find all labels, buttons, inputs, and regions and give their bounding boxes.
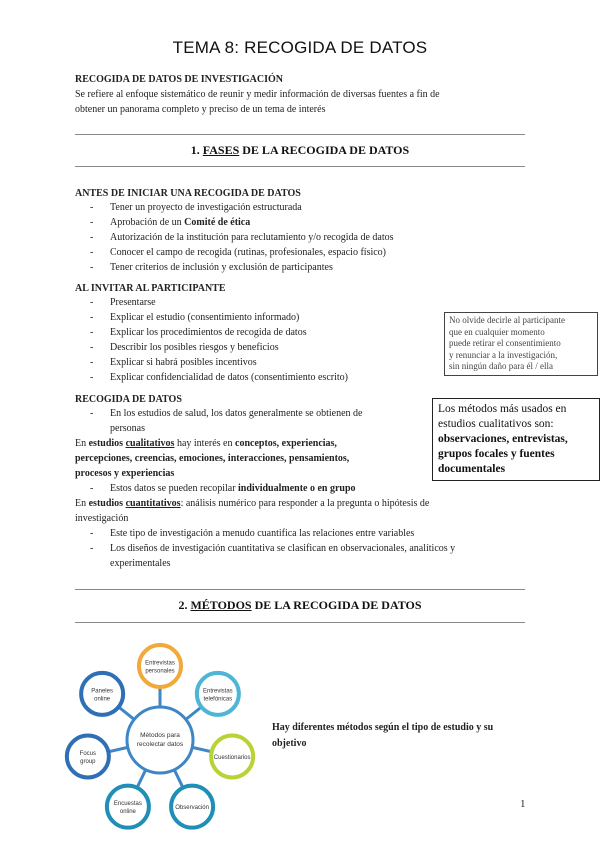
diagram-node-label: online [94, 696, 111, 703]
invitar-list [90, 295, 348, 385]
diagram-caption [272, 720, 493, 752]
note-line: y renunciar a la investigación, [449, 349, 558, 360]
section-2-heading [0, 598, 600, 613]
center-circle [127, 707, 193, 773]
caption-line-1: Hay diferentes métodos según el tipo de estudio y su [272, 722, 494, 733]
section-1-heading [0, 143, 600, 158]
diagram-center-node [127, 707, 193, 773]
reminder-note-box [444, 312, 598, 376]
list-item: - Autorización de la institución para reclutamiento y/o recogida de datos [90, 230, 394, 245]
section-1-rest: DE LA RECOGIDA DE DATOS [242, 143, 410, 157]
list-item: - En los estudios de salud, los datos generalmente se obtienen de personas [90, 406, 420, 436]
intro-heading: RECOGIDA DE DATOS DE INVESTIGACIÓN [75, 74, 284, 85]
antes-list [90, 200, 394, 275]
note-line: No olvide decirle al participante [449, 315, 565, 325]
diagram-node-label: Observación [175, 805, 209, 812]
page-number: 1 [520, 798, 526, 810]
diagram-node-label: Focus [79, 750, 97, 757]
intro-line-1: Se refiere al enfoque sistemático de reunir y medir información de diversas fuentes a fin de [75, 89, 440, 100]
cuantitativos-paragraph: En estudios cuantitativos: análisis numérico para responder a la pregunta o hipótesis de investigación [75, 498, 430, 524]
list-item: - Los diseños de investigación cuantitativa se clasifican en observacionales, analíticos y experimentales [90, 541, 530, 571]
diagram-node-label: personales [145, 668, 175, 675]
diagram-node-label: Entrevistas [203, 688, 233, 695]
methods-line: Los métodos más usados en [438, 403, 567, 415]
section-1-keyword: FASES [202, 143, 240, 157]
diagram-node-label: group [80, 758, 96, 765]
cuantitativos-list [90, 526, 530, 571]
methods-diagram [55, 640, 265, 840]
methods-line-bold: grupos focales y fuentes [438, 448, 555, 460]
list-item: - Explicar el estudio (consentimiento informado) [90, 310, 348, 325]
list-item: - Describir los posibles riesgos y beneficios [90, 340, 348, 355]
divider [75, 622, 525, 623]
list-item: - Este tipo de investigación a menudo cuantifica las relaciones entre variables [90, 526, 530, 541]
divider [75, 589, 525, 590]
diagram-node-label: online [119, 809, 136, 816]
divider [75, 166, 525, 167]
center-label-2: recolectar datos [136, 741, 184, 748]
list-item: - Tener criterios de inclusión y exclusión de participantes [90, 260, 394, 275]
divider [75, 134, 525, 135]
list-item: - Presentarse [90, 295, 348, 310]
cualitativos-list [90, 481, 356, 496]
section-1-number: 1. [190, 143, 200, 157]
recogida-list [90, 406, 420, 436]
center-label-1: Métodos para [140, 732, 180, 739]
list-item: - Estos datos se pueden recopilar individualmente o en grupo [90, 481, 356, 496]
list-item: - Explicar los procedimientos de recogida de datos [90, 325, 348, 340]
note-line: que en cualquier momento [449, 326, 545, 337]
antes-heading: ANTES DE INICIAR UNA RECOGIDA DE DATOS [75, 188, 301, 199]
list-item: - Conocer el campo de recogida (rutinas, profesionales, espacio físico) [90, 245, 394, 260]
section-2-rest: DE LA RECOGIDA DE DATOS [254, 598, 422, 612]
diagram-node-label: telefónicas [203, 696, 233, 703]
methods-note-box [432, 398, 600, 481]
note-line: sin ningún daño para él / ella [449, 361, 553, 371]
diagram-node-label: Paneles [91, 688, 113, 695]
recogida-heading: RECOGIDA DE DATOS [75, 394, 182, 405]
section-2-keyword: MÉTODOS [190, 598, 252, 612]
diagram-node-label: Entrevistas [145, 660, 175, 667]
section-2-number: 2. [178, 598, 188, 612]
diagram-node-label: Encuestas [113, 801, 142, 808]
list-item: - Explicar confidencialidad de datos (consentimiento escrito) [90, 370, 348, 385]
list-item: - Explicar si habrá posibles incentivos [90, 355, 348, 370]
intro-line-2: obtener un panorama completo y preciso de un tema de interés [75, 104, 326, 115]
page-title: TEMA 8: RECOGIDA DE DATOS [172, 38, 428, 57]
invitar-heading: AL INVITAR AL PARTICIPANTE [75, 283, 226, 294]
diagram-node-label: Cuestionarios [213, 754, 251, 761]
caption-line-2: objetivo [272, 738, 307, 749]
note-line: puede retirar el consentimiento [449, 338, 561, 348]
list-item: - Tener un proyecto de investigación estructurada [90, 200, 394, 215]
list-item: - Aprobación de un Comité de ética [90, 215, 394, 230]
methods-line-bold: observaciones, entrevistas, [438, 433, 568, 445]
cualitativos-paragraph: En estudios cualitativos hay interés en conceptos, experiencias, percepciones, creencias, emociones, interacciones, pensamientos, procesos y experiencias [75, 438, 350, 479]
methods-line: estudios cualitativos son: [438, 418, 554, 430]
methods-line-bold: documentales [438, 463, 506, 475]
